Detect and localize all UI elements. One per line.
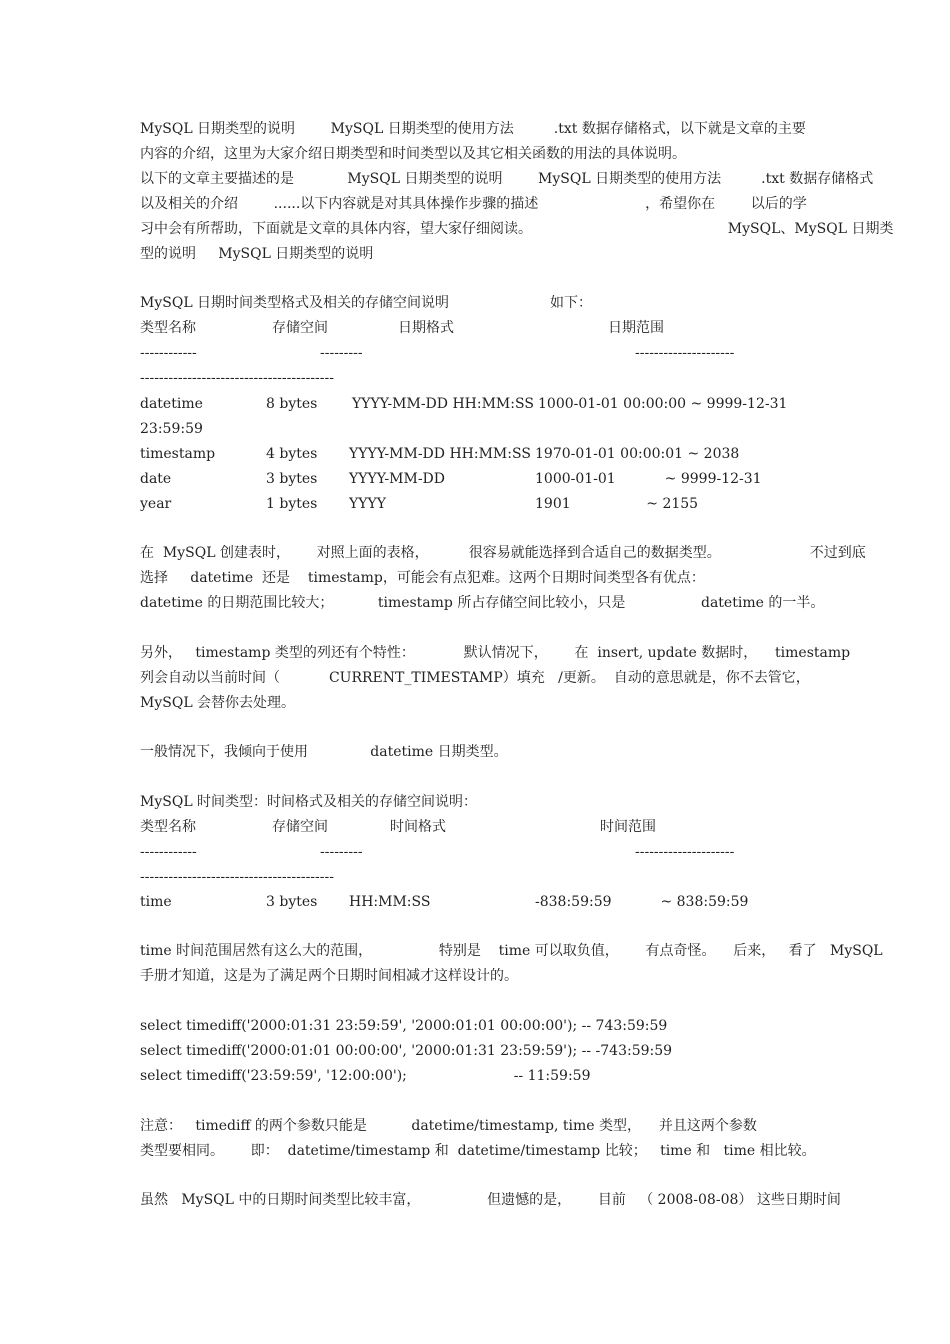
para4-line-2: 类型要相同。 即： datetime/timestamp 和 datetime/timestamp 比较； time 和 time 相比较。 [140, 1143, 816, 1159]
para2-line-6: MySQL 会替你去处理。 [140, 695, 296, 711]
table1-header-size: 存储空间 [272, 320, 328, 336]
table2-rule-c: --------------------- [635, 844, 735, 860]
para4-line-3: 虽然 MySQL 中的日期时间类型比较丰富， 但遗憾的是， 目前 （ 2008-08-08） 这些日期时间 [140, 1192, 841, 1208]
table2-row-name: time [140, 894, 172, 910]
table1-caption: MySQL 日期时间类型格式及相关的存储空间说明 [140, 295, 450, 311]
table2-rule-b: --------- [320, 844, 363, 860]
code-line-1: select timediff('2000:01:31 23:59:59', '2000:01:01 00:00:00'); -- 743:59:59 [140, 1018, 668, 1034]
table1-row-size: 3 bytes [266, 471, 318, 487]
intro-line-2: 内容的介绍，这里为大家介绍日期类型和时间类型以及其它相关函数的用法的具体说明。 [140, 146, 686, 162]
table1-row-size: 8 bytes [266, 396, 318, 412]
table2-rule-a: ------------ [140, 844, 197, 860]
table1-header-range: 日期范围 [608, 320, 664, 336]
table1-rule-a: ------------ [140, 345, 197, 361]
intro-line-4: 以及相关的介绍 ......以下内容就是对其具体操作步骤的描述 ，希望你在 以后的学 [140, 196, 807, 212]
para2-line-4: 另外， timestamp 类型的列还有个特性： 默认情况下， 在 insert, update 数据时， timestamp [140, 645, 851, 661]
table1-rule-c: --------------------- [635, 345, 735, 361]
table1-row-wrap: 23:59:59 [140, 421, 203, 437]
table1-row-range: 1000-01-01 00:00:00 ~ 9999-12-31 [538, 396, 788, 412]
table1-row-range: 1970-01-01 00:00:01 ~ 2038 [535, 446, 740, 462]
table1-row-format: YYYY-MM-DD [349, 471, 446, 487]
code-line-3: select timediff('23:59:59', '12:00:00'); -- 11:59:59 [140, 1068, 591, 1084]
table1-row-format: YYYY-MM-DD HH:MM:SS [352, 396, 534, 412]
table1-row-size: 4 bytes [266, 446, 318, 462]
table2-header-range: 时间范围 [600, 819, 656, 835]
table1-rule-b: --------- [320, 345, 363, 361]
table1-header-name: 类型名称 [140, 320, 196, 336]
table1-row-range: 1000-01-01 ~ 9999-12-31 [535, 471, 762, 487]
code-line-2: select timediff('2000:01:01 00:00:00', '2000:01:31 23:59:59'); -- -743:59:59 [140, 1043, 673, 1059]
table2-rule-long: ----------------------------------------- [140, 869, 334, 885]
intro-line-5: 习中会有所帮助，下面就是文章的具体内容，望大家仔细阅读。 MySQL、MySQL 日期类 [140, 221, 894, 237]
para2-line-2: 选择 datetime 还是 timestamp，可能会有点犯难。这两个日期时间类型各有优点： [140, 570, 705, 586]
table2-header-name: 类型名称 [140, 819, 196, 835]
para4-line-1: 注意： timediff 的两个参数只能是 datetime/timestamp, time 类型， 并且这两个参数 [140, 1118, 757, 1134]
table2-row-format: HH:MM:SS [349, 894, 431, 910]
table1-row-name: year [140, 496, 172, 512]
table1-row-name: date [140, 471, 172, 487]
table2-row-size: 3 bytes [266, 894, 318, 910]
intro-line-1: MySQL 日期类型的说明 MySQL 日期类型的使用方法 .txt 数据存储格式，以下就是文章的主要 [140, 121, 806, 137]
table2-caption: MySQL 时间类型：时间格式及相关的存储空间说明： [140, 794, 478, 810]
table1-row-format: YYYY [349, 496, 386, 512]
table1-row-range: 1901 ~ 2155 [535, 496, 699, 512]
para2-line-1: 在 MySQL 创建表时， 对照上面的表格， 很容易就能选择到合适自己的数据类型。 不过到底 [140, 545, 866, 561]
para3-line-2: 手册才知道，这是为了满足两个日期时间相减才这样设计的。 [140, 968, 518, 984]
table1-row-name: timestamp [140, 446, 216, 462]
table1-row-format: YYYY-MM-DD HH:MM:SS [349, 446, 531, 462]
table2-header-format: 时间格式 [390, 819, 446, 835]
table1-caption-suffix: 如下： [550, 295, 592, 311]
table1-row-name: datetime [140, 396, 203, 412]
para2-line-5: 列会自动以当前时间（ CURRENT_TIMESTAMP）填充 /更新。 自动的意思就是，你不去管它， [140, 670, 810, 686]
intro-line-3: 以下的文章主要描述的是 MySQL 日期类型的说明 MySQL 日期类型的使用方法 .txt 数据存储格式 [140, 171, 874, 187]
table1-row-size: 1 bytes [266, 496, 318, 512]
para2-line-3: datetime 的日期范围比较大； timestamp 所占存储空间比较小，只是 datetime 的一半。 [140, 595, 825, 611]
table1-rule-long: ----------------------------------------- [140, 370, 334, 386]
para2-line-7: 一般情况下，我倾向于使用 datetime 日期类型。 [140, 744, 508, 760]
table1-header-format: 日期格式 [398, 320, 454, 336]
para3-line-1: time 时间范围居然有这么大的范围， 特别是 time 可以取负值， 有点奇怪。 后来， 看了 MySQL [140, 943, 883, 959]
intro-line-6: 型的说明 MySQL 日期类型的说明 [140, 246, 374, 262]
table2-header-size: 存储空间 [272, 819, 328, 835]
table2-row-range: -838:59:59 ~ 838:59:59 [535, 894, 749, 910]
